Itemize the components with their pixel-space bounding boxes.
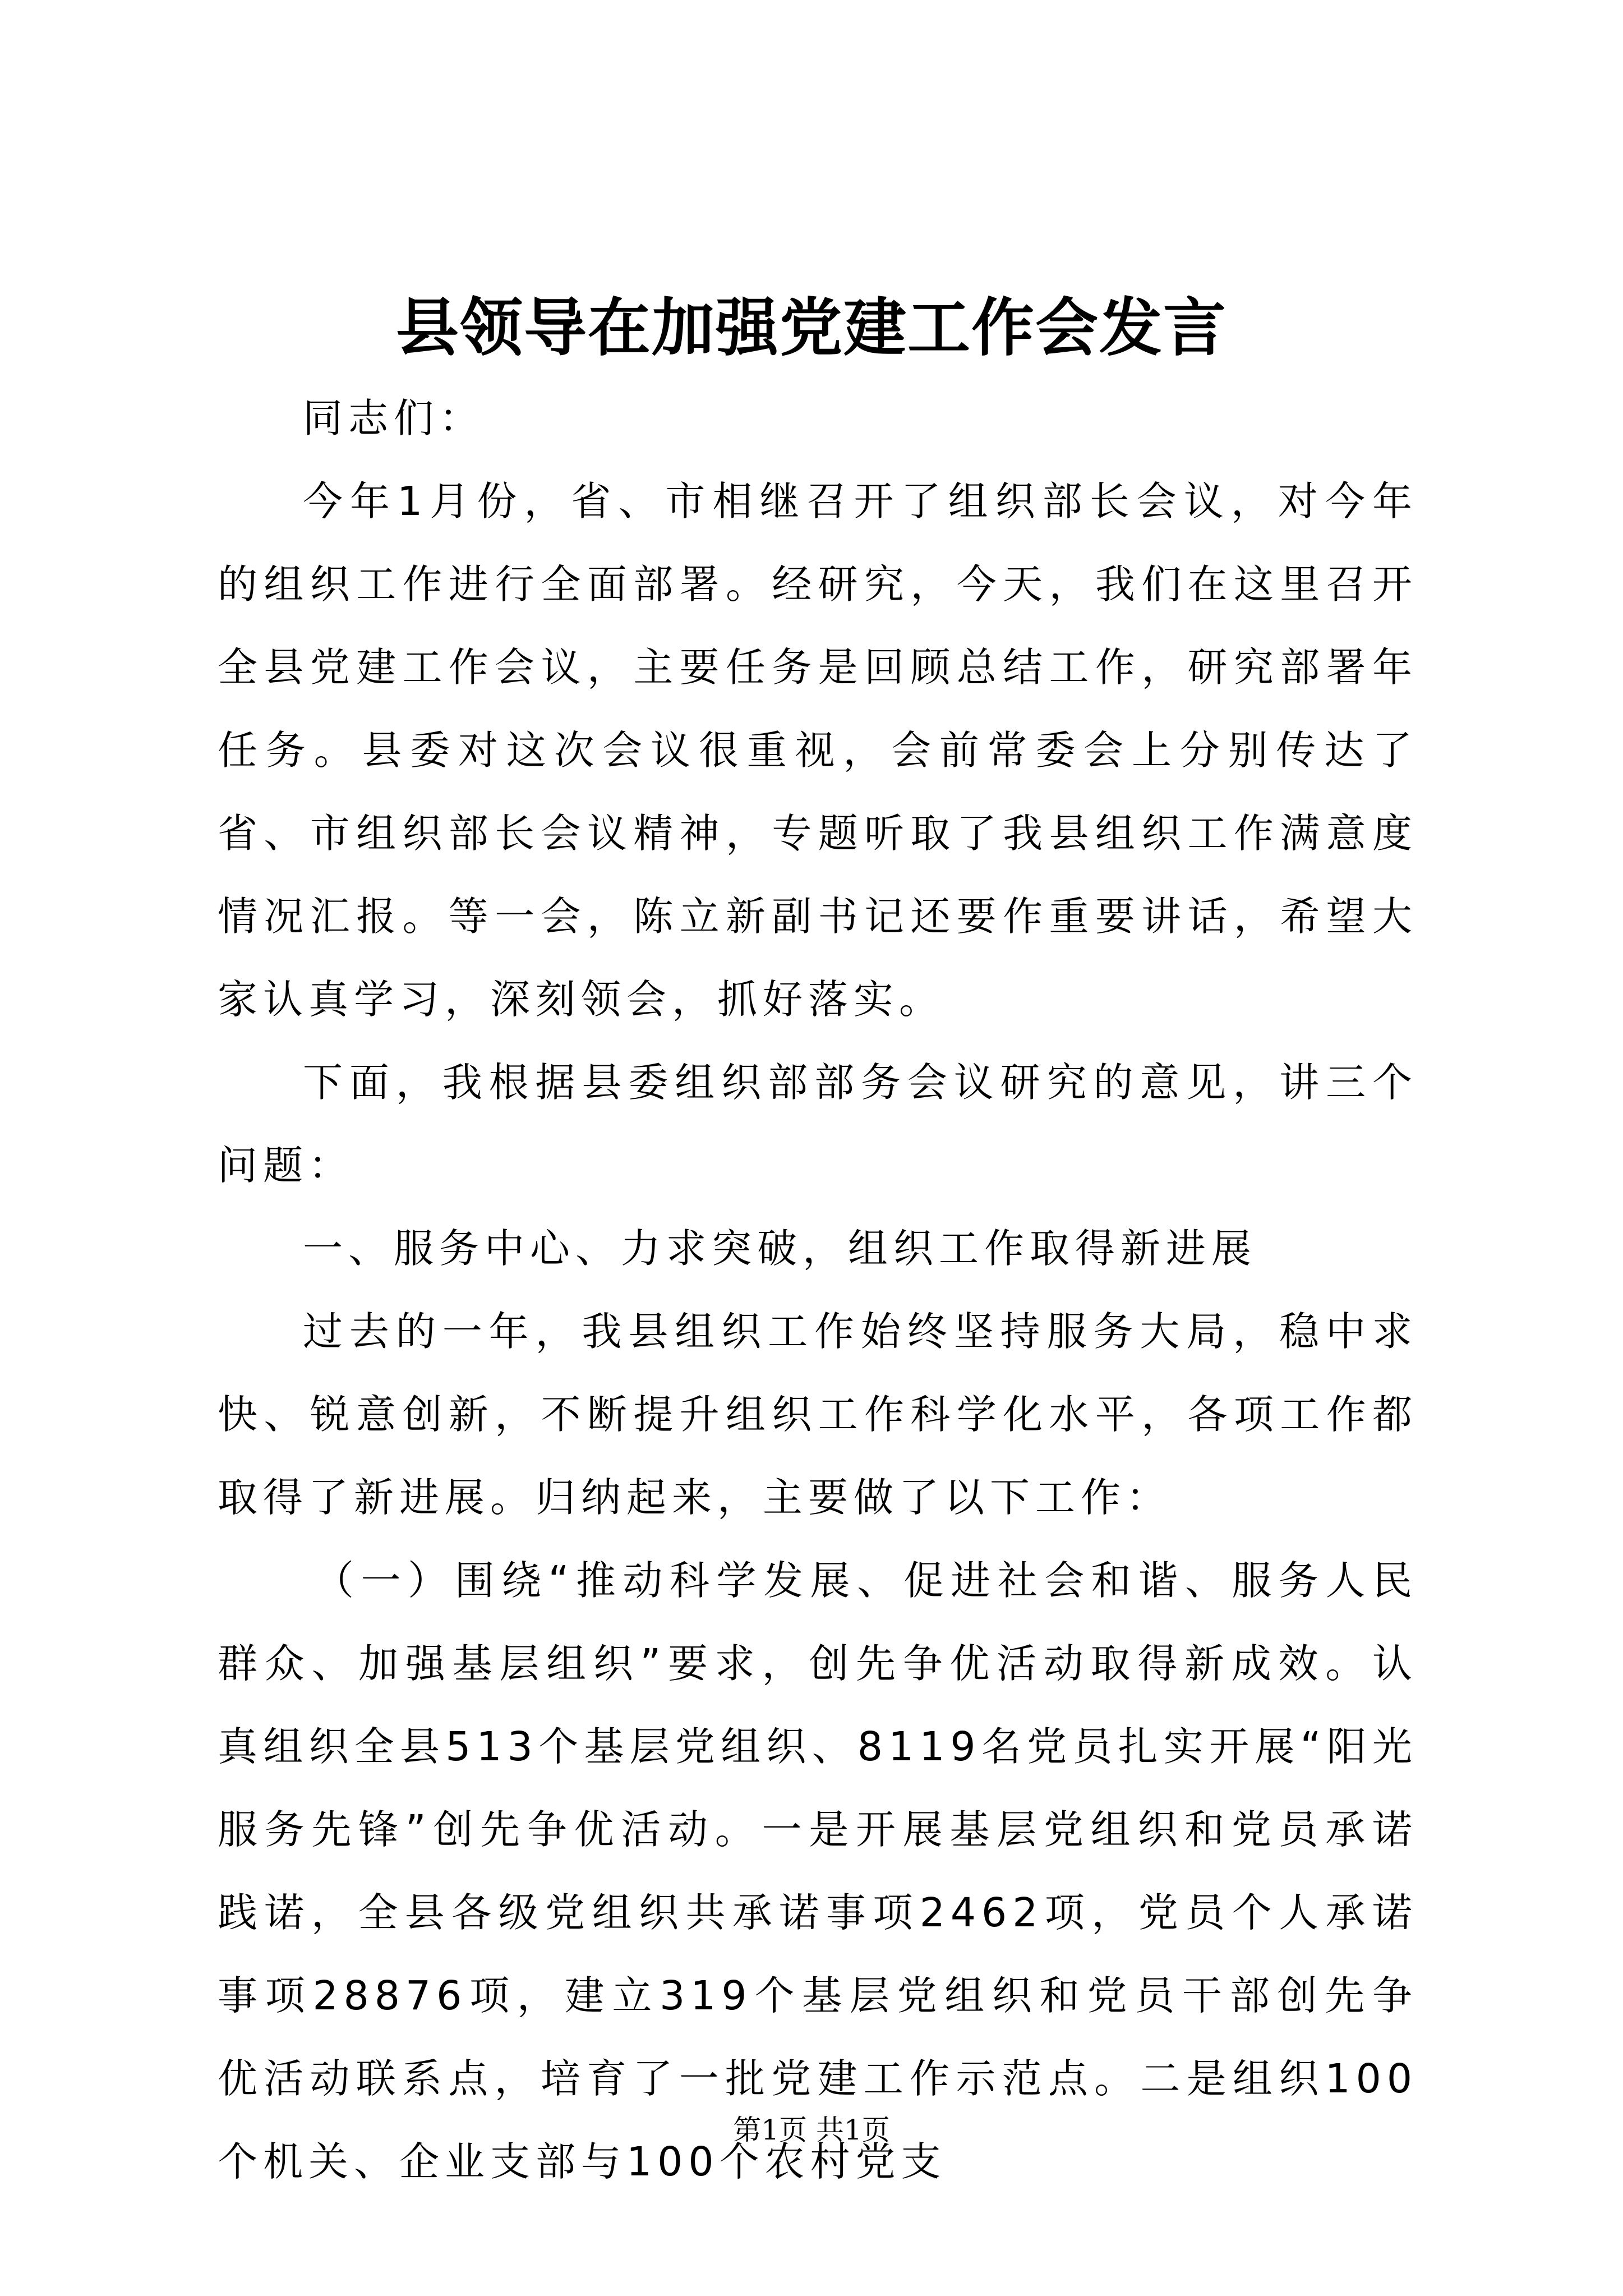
- document-body: [218, 377, 1418, 2203]
- section-heading-1: 一、服务中心、力求突破，组织工作取得新进展: [303, 1225, 1257, 1272]
- page-footer: 第1页 共1页: [733, 2114, 890, 2146]
- salutation-paragraph: 同志们：: [303, 395, 485, 441]
- outline-paragraph: 下面，我根据县委组织部部务会议研究的意见，讲三个问题：: [218, 1059, 1418, 1189]
- intro-paragraph: 今年1月份，省、市相继召开了组织部长会议，对今年的组织工作进行全面部署。经研究，今天，我们在这里召开全县党建工作会议，主要任务是回顾总结工作，研究部署年任务。县委对这次会议很重视，会前常委会上分别传达了省、市组织部长会议精神，专题听取了我县组织工作满意度情况汇报。等一会，陈立新副书记还要作重要讲话，希望大家认真学习，深刻领会，抓好落实。: [218, 478, 1418, 1023]
- subsection-paragraph-1: （一）围绕“推动科学发展、促进社会和谐、服务人民群众、加强基层组织”要求，创先争优活动取得新成效。认真组织全县513个基层党组织、8119名党员扎实开展“阳光服务先锋”创先争优活动。一是开展基层党组织和党员承诺践诺，全县各级党组织共承诺事项2462项，党员个人承诺事项28876项，建立319个基层党组织和党员干部创先争优活动联系点，培育了一批党建工作示范点。二是组织100个机关、企业支部与100个农村党支: [218, 1557, 1418, 2185]
- document-title: 县领导在加强党建工作会发言: [396, 291, 1227, 365]
- summary-paragraph: 过去的一年，我县组织工作始终坚持服务大局，稳中求快、锐意创新，不断提升组织工作科学化水平，各项工作都取得了新进展。归纳起来，主要做了以下工作：: [218, 1308, 1418, 1521]
